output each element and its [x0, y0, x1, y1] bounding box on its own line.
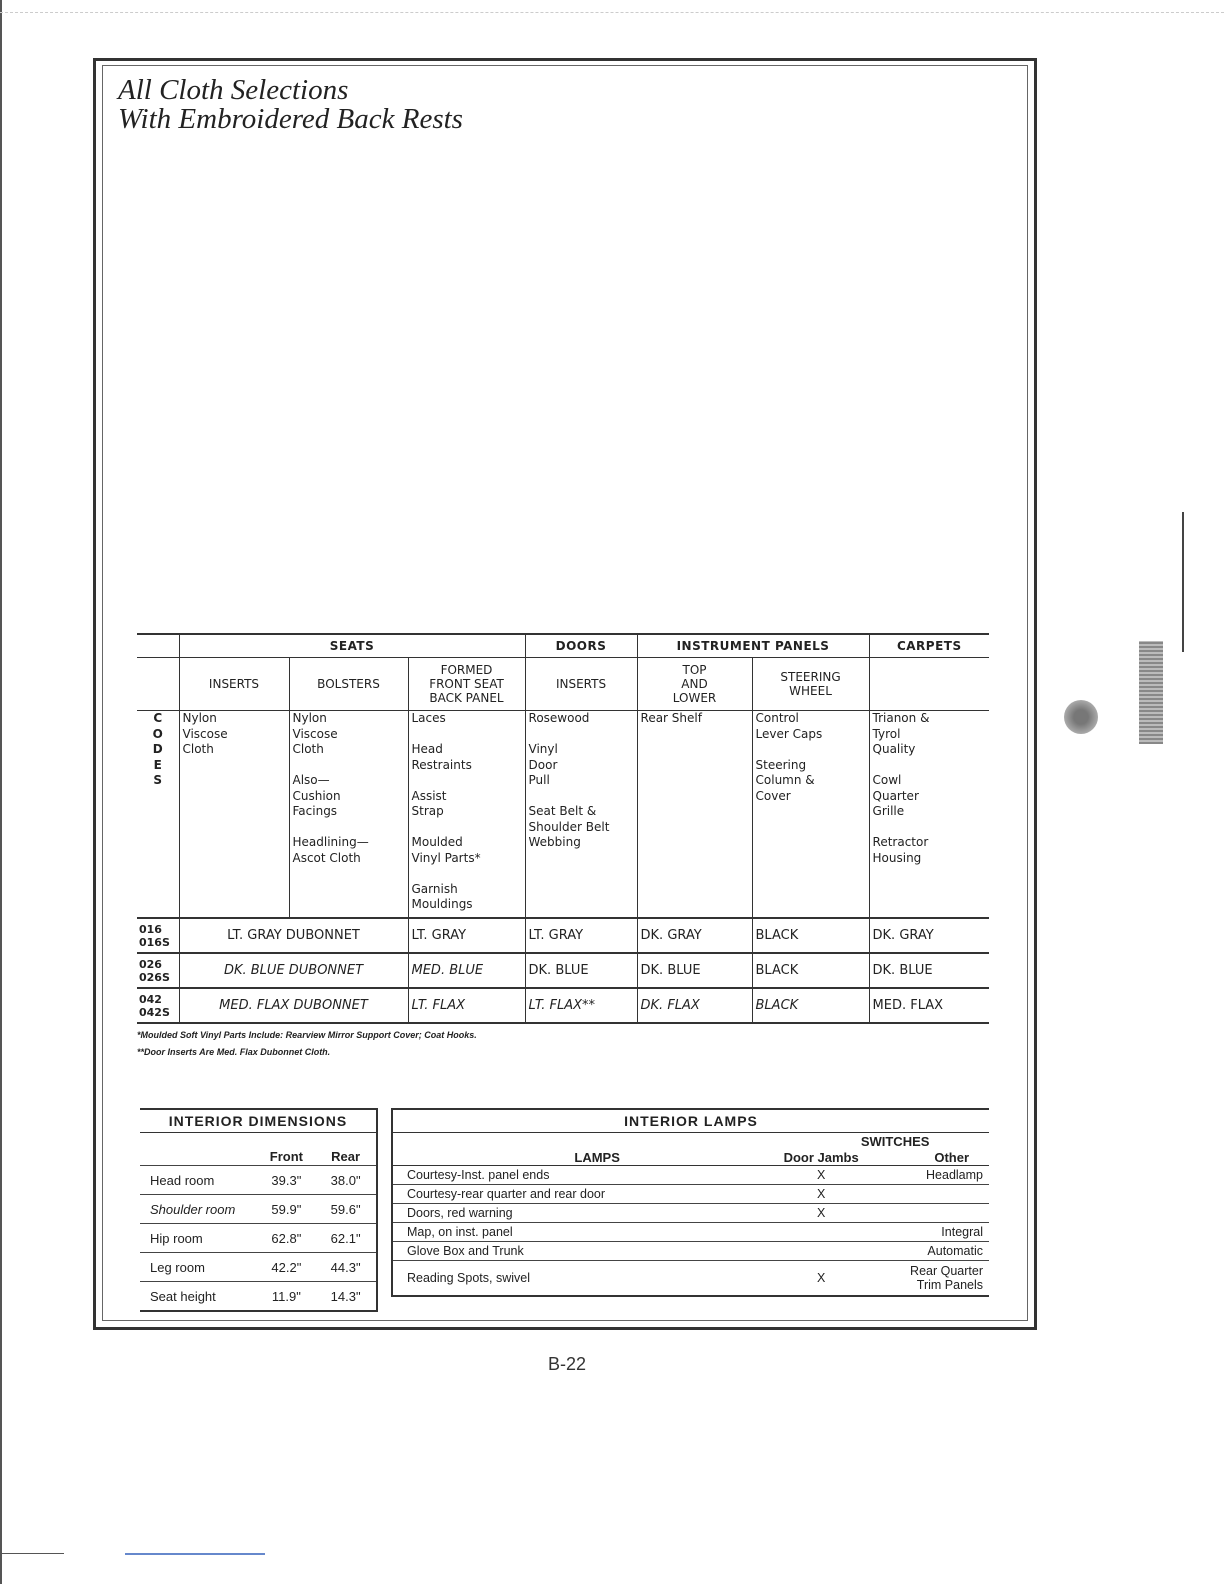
table-row — [137, 918, 989, 953]
dims-corner — [140, 1133, 257, 1166]
row-steering: BLACK — [752, 953, 869, 988]
lamps-corner — [392, 1133, 761, 1150]
dims-label: Hip room — [140, 1224, 257, 1253]
body-steering: Control Lever Caps Steering Column & Cover — [752, 711, 869, 919]
scan-edge-bottom — [0, 1553, 64, 1554]
row-seats: DK. BLUE DUBONNET — [179, 953, 408, 988]
trim-subheader — [137, 658, 989, 711]
row-carpets: DK. BLUE — [869, 953, 989, 988]
scan-gray-bar — [1139, 641, 1163, 744]
lamp-door-jambs: X — [761, 1185, 881, 1204]
table-row — [392, 1204, 989, 1223]
lamp-name: Courtesy-Inst. panel ends — [392, 1166, 761, 1185]
lamp-name: Doors, red warning — [392, 1204, 761, 1223]
dims-front: 59.9" — [257, 1195, 315, 1224]
group-carpets: CARPETS — [869, 634, 989, 658]
table-row — [392, 1223, 989, 1242]
row-code: 026 026S — [137, 953, 179, 988]
table-row — [140, 1166, 377, 1195]
table-row — [392, 1166, 989, 1185]
dims-front: 11.9" — [257, 1282, 315, 1312]
body-seat-inserts: Nylon Viscose Cloth — [179, 711, 289, 919]
page-title — [118, 76, 463, 134]
table-row — [140, 1195, 377, 1224]
row-code: 016 016S — [137, 918, 179, 953]
other-header: Other — [881, 1149, 989, 1166]
dims-label: Leg room — [140, 1253, 257, 1282]
dims-rear: 38.0" — [315, 1166, 377, 1195]
row-steering: BLACK — [752, 988, 869, 1023]
body-carpets: Trianon & Tyrol Quality Cowl Quarter Grille Retractor Housing — [869, 711, 989, 919]
trim-corner — [137, 634, 179, 658]
lamp-other: Integral — [881, 1223, 989, 1242]
table-row — [140, 1282, 377, 1312]
body-top-lower: Rear Shelf — [637, 711, 752, 919]
table-row — [392, 1242, 989, 1261]
sub-carpets — [869, 658, 989, 711]
interior-dimensions-table — [140, 1108, 378, 1312]
sub-formed: FORMED FRONT SEAT BACK PANEL — [408, 658, 525, 711]
row-doors: DK. BLUE — [525, 953, 637, 988]
lamp-name: Glove Box and Trunk — [392, 1242, 761, 1261]
row-doors: LT. FLAX** — [525, 988, 637, 1023]
body-formed: Laces Head Restraints Assist Strap Moulded Vinyl Parts* Garnish Mouldings — [408, 711, 525, 919]
table-row — [137, 953, 989, 988]
row-top-lower: DK. FLAX — [637, 988, 752, 1023]
sub-bolsters: BOLSTERS — [289, 658, 408, 711]
row-carpets: DK. GRAY — [869, 918, 989, 953]
group-doors: DOORS — [525, 634, 637, 658]
scan-blue-line — [125, 1553, 265, 1555]
table-row — [392, 1185, 989, 1204]
lamp-other — [881, 1185, 989, 1204]
sub-top-lower: TOP AND LOWER — [637, 658, 752, 711]
sub-steering: STEERING WHEEL — [752, 658, 869, 711]
door-jambs-header: Door Jambs — [761, 1149, 881, 1166]
lamp-door-jambs — [761, 1242, 881, 1261]
row-code: 042 042S — [137, 988, 179, 1023]
lamp-other — [881, 1204, 989, 1223]
dims-rear: 14.3" — [315, 1282, 377, 1312]
dims-title: INTERIOR DIMENSIONS — [140, 1109, 377, 1133]
dims-label: Seat height — [140, 1282, 257, 1312]
dims-front: 62.8" — [257, 1224, 315, 1253]
dims-rear: 62.1" — [315, 1224, 377, 1253]
sub-corner — [137, 658, 179, 711]
row-top-lower: DK. BLUE — [637, 953, 752, 988]
dims-label: Head room — [140, 1166, 257, 1195]
lamp-door-jambs: X — [761, 1261, 881, 1297]
lamp-name: Courtesy-rear quarter and rear door — [392, 1185, 761, 1204]
lamp-door-jambs: X — [761, 1166, 881, 1185]
dims-rear-header: Rear — [315, 1133, 377, 1166]
dims-front: 42.2" — [257, 1253, 315, 1282]
codes-label: C O D E S — [152, 711, 163, 787]
row-steering: BLACK — [752, 918, 869, 953]
trim-body — [137, 711, 989, 919]
table-row — [140, 1224, 377, 1253]
title-line-2: With Embroidered Back Rests — [118, 103, 463, 135]
sub-seat-inserts: INSERTS — [179, 658, 289, 711]
body-bolsters: Nylon Viscose Cloth Also— Cushion Facings Headlining— Ascot Cloth — [289, 711, 408, 919]
lamp-door-jambs: X — [761, 1204, 881, 1223]
page-number: B-22 — [548, 1354, 587, 1374]
sub-door-inserts: INSERTS — [525, 658, 637, 711]
lamp-door-jambs — [761, 1223, 881, 1242]
lamps-header: LAMPS — [392, 1149, 761, 1166]
body-door-inserts: Rosewood Vinyl Door Pull Seat Belt & Shoulder Belt Webbing — [525, 711, 637, 919]
row-doors: LT. GRAY — [525, 918, 637, 953]
row-formed: MED. BLUE — [408, 953, 525, 988]
row-top-lower: DK. GRAY — [637, 918, 752, 953]
lamp-other: Automatic — [881, 1242, 989, 1261]
lamp-name: Reading Spots, swivel — [392, 1261, 761, 1297]
dims-front: 39.3" — [257, 1166, 315, 1195]
group-seats: SEATS — [179, 634, 525, 658]
scan-punch-hole — [1064, 700, 1098, 734]
lamp-name: Map, on inst. panel — [392, 1223, 761, 1242]
switches-header: SWITCHES — [860, 1134, 930, 1149]
scan-edge-left — [0, 0, 2, 1584]
row-formed: LT. GRAY — [408, 918, 525, 953]
row-carpets: MED. FLAX — [869, 988, 989, 1023]
row-seats: MED. FLAX DUBONNET — [179, 988, 408, 1023]
trim-group-header — [137, 634, 989, 658]
dims-label: Shoulder room — [140, 1195, 257, 1224]
table-row — [140, 1253, 377, 1282]
title-line-1: All Cloth Selections — [118, 74, 349, 106]
scan-mark-line — [1182, 512, 1184, 652]
row-formed: LT. FLAX — [408, 988, 525, 1023]
footnote-1: *Moulded Soft Vinyl Parts Include: Rearview Mirror Support Cover; Coat Hooks. — [137, 1030, 477, 1040]
interior-lamps-table — [391, 1108, 989, 1297]
dims-rear: 59.6" — [315, 1195, 377, 1224]
dims-front-header: Front — [269, 1149, 303, 1164]
lamp-other: Rear Quarter Trim Panels — [881, 1261, 989, 1297]
table-row — [392, 1261, 989, 1297]
table-row — [137, 988, 989, 1023]
scan-edge-top — [0, 12, 1224, 13]
lamps-title: INTERIOR LAMPS — [392, 1109, 989, 1133]
lamp-other: Headlamp — [881, 1166, 989, 1185]
group-instrument-panels: INSTRUMENT PANELS — [637, 634, 869, 658]
trim-table — [137, 633, 989, 1024]
dims-rear: 44.3" — [315, 1253, 377, 1282]
row-seats: LT. GRAY DUBONNET — [179, 918, 408, 953]
footnote-2: **Door Inserts Are Med. Flax Dubonnet Cloth. — [137, 1047, 331, 1057]
